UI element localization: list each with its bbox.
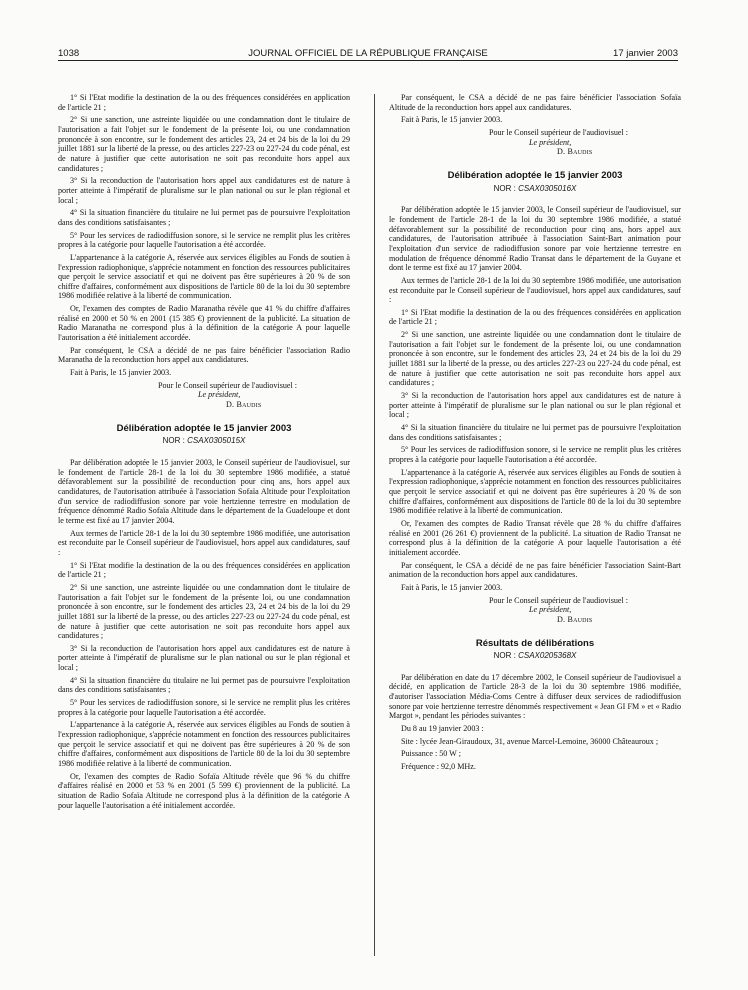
paragraph: L'appartenance à la catégorie A, réservée aux services éligibles au Fonds de soutien à l'expression radiophonique, s'apprécie notamment en fonction des ressources publicitaires que perçoit le service associatif et qui ne doivent pas être supérieures à 20 % de son chiffre d'affaires, conformément aux dispositions de l'article 80 de la loi du 30 septembre 1986 modifiée relative à la liberté de communication.	[389, 467, 681, 516]
page-number: 1038	[58, 48, 80, 59]
place-date-line: Fait à Paris, le 15 janvier 2003.	[70, 368, 172, 378]
signature-block	[389, 128, 681, 157]
frequency-line: Fréquence : 92,0 MHz.	[401, 762, 476, 772]
signature-for: Pour le Conseil supérieur de l'audiovisuel :	[158, 380, 298, 390]
paragraph: Par conséquent, le CSA a décidé de ne pas faire bénéficier l'association Sofaïa Altitude de la reconduction hors appel aux candidatures.	[389, 93, 681, 112]
signature-for: Pour le Conseil supérieur de l'audiovisuel :	[489, 595, 629, 605]
nor-reference	[389, 184, 681, 194]
signature-block	[389, 596, 681, 625]
nor-code: CSAX0305015X	[187, 436, 246, 446]
issue-date: 17 janvier 2003	[613, 48, 678, 59]
paragraph: Or, l'examen des comptes de Radio Maranatha révèle que 41 % du chiffre d'affaires réalisé en 2000 et 50 % en 2001 (15 385 €) proviennent de la publicité. La situation de Radio Maranatha ne correspond plus à la définition de la catégorie A pour laquelle l'autorisation a été initialement accordée.	[58, 304, 350, 343]
paragraph: 2° Si une sanction, une astreinte liquidée ou une condamnation dont le titulaire de l'autorisation a fait l'objet sur le fondement de la présente loi, ou une condamnation prononcée à son encontre, sur le fondement des articles 23, 24 et 24 bis de la loi du 29 juillet 1881 sur la liberté de la presse, ou des articles 227-23 ou 227-24 du code pénal, est de nature à justifier que cette autorisation ne soit pas reconduite hors appel aux candidatures ;	[389, 330, 681, 388]
paragraph: Par conséquent, le CSA a décidé de ne pas faire bénéficier l'association Radio Maranatha de la reconduction hors appel aux candidatures.	[58, 345, 350, 365]
paragraph: Par conséquent, le CSA a décidé de ne pas faire bénéficier l'association Saint-Bart animation de la reconduction hors appel aux candidatures.	[389, 560, 681, 580]
nor-reference	[389, 651, 681, 661]
paragraph: 5° Pour les services de radiodiffusion sonore, si le service ne remplit plus les critères propres à la catégorie pour laquelle l'autorisation a été accordée.	[58, 230, 350, 250]
column-divider	[374, 94, 375, 956]
paragraph: 1° Si l'Etat modifie la destination de la ou des fréquences considérées en application de l'article 21 ;	[58, 93, 350, 112]
section-heading: Délibération adoptée le 15 janvier 2003	[116, 422, 292, 434]
header-rule	[58, 60, 678, 61]
paragraph: 4° Si la situation financière du titulaire ne lui permet pas de poursuivre l'exploitation dans des conditions satisfaisantes ;	[58, 208, 350, 227]
paragraph: Or, l'examen des comptes de Radio Sofaïa Altitude révèle que 96 % du chiffre d'affaires réalisé en 2000 et 53 % en 2001 (5 599 €) proviennent de la publicité. La situation de Radio Sofaïa Altitude ne correspond plus à la définition de la catégorie A pour laquelle l'autorisation a été initialement accordée.	[58, 771, 350, 810]
signature-name: D. Baudis	[557, 147, 593, 157]
signature-name: D. Baudis	[226, 400, 262, 410]
paragraph: 5° Pour les services de radiodiffusion sonore, si le service ne remplit plus les critères propres à la catégorie pour laquelle l'autorisation a été accordée.	[58, 698, 350, 717]
paragraph: 2° Si une sanction, une astreinte liquidée ou une condamnation dont le titulaire de l'autorisation a fait l'objet sur le fondement de la présente loi, ou une condamnation prononcée à son encontre, sur le fondement des articles 23, 24 et 24 bis de la loi du 29 juillet 1881 sur la liberté de la presse, ou des articles 227-23 ou 227-24 du code pénal, est de nature à justifier que cette autorisation ne soit pas reconduite hors appel aux candidatures ;	[58, 115, 350, 173]
paragraph: L'appartenance à la catégorie A, réservée aux services éligibles au Fonds de soutien à l'expression radiophonique, s'apprécie notamment en fonction des ressources publicitaires que perçoit le service associatif et qui ne doivent pas être supérieures à 20 % de son chiffre d'affaires, conformément aux dispositions de l'article 80 de la loi du 30 septembre 1986 modifiée relative à la liberté de communication.	[58, 720, 350, 769]
paragraph: 1° Si l'Etat modifie la destination de la ou des fréquences considérées en application de l'article 21 ;	[389, 307, 681, 327]
paragraph: Or, l'examen des comptes de Radio Transat révèle que 28 % du chiffre d'affaires réalisé en 2001 (26 261 €) proviennent de la publicité. La situation de Radio Transat ne correspond plus à la définition de la catégorie A pour laquelle l'autorisation a été initialement accordée.	[389, 518, 681, 557]
paragraph: Par délibération adoptée le 15 janvier 2003, le Conseil supérieur de l'audiovisuel, sur le fondement de l'article 28-1 de la loi du 30 septembre 1986 modifiée, a statué défavorablement sur la possibilité de reconduction pour cinq ans, hors appel aux candidatures, de l'autorisation attribuée à l'association Sofaïa Altitude pour l'exploitation d'un service de radiodiffusion sonore par voie hertzienne terrestre en modulation de fréquence dénommé Radio Sofaïa Altitude dans le département de la Guadeloupe et dont le terme est fixé au 17 janvier 2004.	[58, 458, 350, 525]
paragraph: Par délibération adoptée le 15 janvier 2003, le Conseil supérieur de l'audiovisuel, sur le fondement de l'article 28-1 de la loi du 30 septembre 1986 modifiée, a statué défavorablement sur la possibilité de reconduction pour cinq ans, hors appel aux candidatures, de l'autorisation attribuée à l'association Saint-Bart animation pour l'exploitation d'un service de radiodiffusion sonore par voie hertzienne terrestre en modulation de fréquence dénommé Radio Transat dans le département de la Guyane et dont le terme est fixé au 17 janvier 2004.	[389, 205, 681, 273]
signature-for: Pour le Conseil supérieur de l'audiovisuel :	[489, 127, 629, 137]
section-heading: Résultats de délibérations	[475, 637, 595, 649]
paragraph: 3° Si la reconduction de l'autorisation hors appel aux candidatures est de nature à porter atteinte à l'impératif de pluralisme sur le plan national ou sur le plan régional et local ;	[58, 643, 350, 673]
paragraph: 1° Si l'Etat modifie la destination de la ou des fréquences considérées en application de l'article 21 ;	[58, 560, 350, 580]
nor-code: CSAX0305016X	[518, 183, 577, 193]
nor-reference	[58, 436, 350, 446]
signature-title: Le président,	[529, 605, 572, 615]
paragraph: 5° Pour les services de radiodiffusion sonore, si le service ne remplit plus les critères propres à la catégorie pour laquelle l'autorisation a été accordée.	[389, 445, 681, 464]
nor-label: NOR :	[162, 436, 185, 446]
signature-title: Le président,	[529, 137, 572, 147]
paragraph: Par délibération en date du 17 décembre 2002, le Conseil supérieur de l'audiovisuel a décidé, en application de l'article 28-3 de la loi du 30 septembre 1986 modifiée, d'autoriser l'association Média-Coms Centre à diffuser deux services de radiodiffusion sonore par voie hertzienne terrestre dénommés respectivement « Jean GI FM » et « Radio Margot », pendant les périodes suivantes :	[389, 672, 681, 721]
paragraph: 2° Si une sanction, une astreinte liquidée ou une condamnation dont le titulaire de l'autorisation a fait l'objet sur le fondement de la présente loi, ou une condamnation prononcée à son encontre, sur le fondement des articles 23, 24 et 24 bis de la loi du 29 juillet 1881 sur la liberté de la presse, ou des articles 227-23 ou 227-24 du code pénal, est de nature à justifier que cette autorisation ne soit pas reconduite hors appel aux candidatures ;	[58, 582, 350, 641]
nor-label: NOR :	[493, 651, 516, 661]
paragraph: 4° Si la situation financière du titulaire ne lui permet pas de poursuivre l'exploitation dans des conditions satisfaisantes ;	[389, 423, 681, 442]
signature-name: D. Baudis	[557, 614, 593, 624]
power-line: Puissance : 50 W ;	[401, 749, 461, 759]
place-date-line: Fait à Paris, le 15 janvier 2003.	[401, 115, 503, 125]
site-line: Site : lycée Jean-Giraudoux, 31, avenue Marcel-Lemoine, 36000 Châteauroux ;	[401, 736, 659, 746]
place-date-line: Fait à Paris, le 15 janvier 2003.	[401, 582, 503, 592]
nor-code: CSAX0205368X	[518, 651, 577, 661]
paragraph: 4° Si la situation financière du titulaire ne lui permet pas de poursuivre l'exploitation dans des conditions satisfaisantes ;	[58, 675, 350, 695]
paragraph: Aux termes de l'article 28-1 de la loi du 30 septembre 1986 modifiée, une autorisation est reconduite par le Conseil supérieur de l'audiovisuel, hors appel aux candidatures, sauf :	[58, 528, 350, 557]
period-line: Du 8 au 19 janvier 2003 :	[401, 724, 484, 734]
paragraph: 3° Si la reconduction de l'autorisation hors appel aux candidatures est de nature à porter atteinte à l'impératif de pluralisme sur le plan national ou sur le plan régional et local ;	[58, 176, 350, 205]
journal-title: JOURNAL OFFICIEL DE LA RÉPUBLIQUE FRANÇAISE	[248, 48, 488, 59]
right-column	[389, 93, 681, 775]
section-heading: Délibération adoptée le 15 janvier 2003	[447, 169, 623, 181]
signature-title: Le président,	[198, 390, 241, 400]
signature-block	[58, 381, 350, 410]
paragraph: Aux termes de l'article 28-1 de la loi du 30 septembre 1986 modifiée, une autorisation est reconduite par le Conseil supérieur de l'audiovisuel, hors appel aux candidatures, sauf :	[389, 275, 681, 305]
nor-label: NOR :	[493, 183, 516, 193]
left-column	[58, 93, 350, 813]
paragraph: 3° Si la reconduction de l'autorisation hors appel aux candidatures est de nature à porter atteinte à l'impératif de pluralisme sur le plan national ou sur le plan régional et local ;	[389, 391, 681, 420]
paragraph: L'appartenance à la catégorie A, réservée aux services éligibles au Fonds de soutien à l'expression radiophonique, s'apprécie notamment en fonction des ressources publicitaires que perçoit le service associatif et qui ne doivent pas être supérieures à 20 % de son chiffre d'affaires, conformément aux dispositions de l'article 80 de la loi du 30 septembre 1986 modifiée relative à la liberté de communication.	[58, 252, 350, 301]
